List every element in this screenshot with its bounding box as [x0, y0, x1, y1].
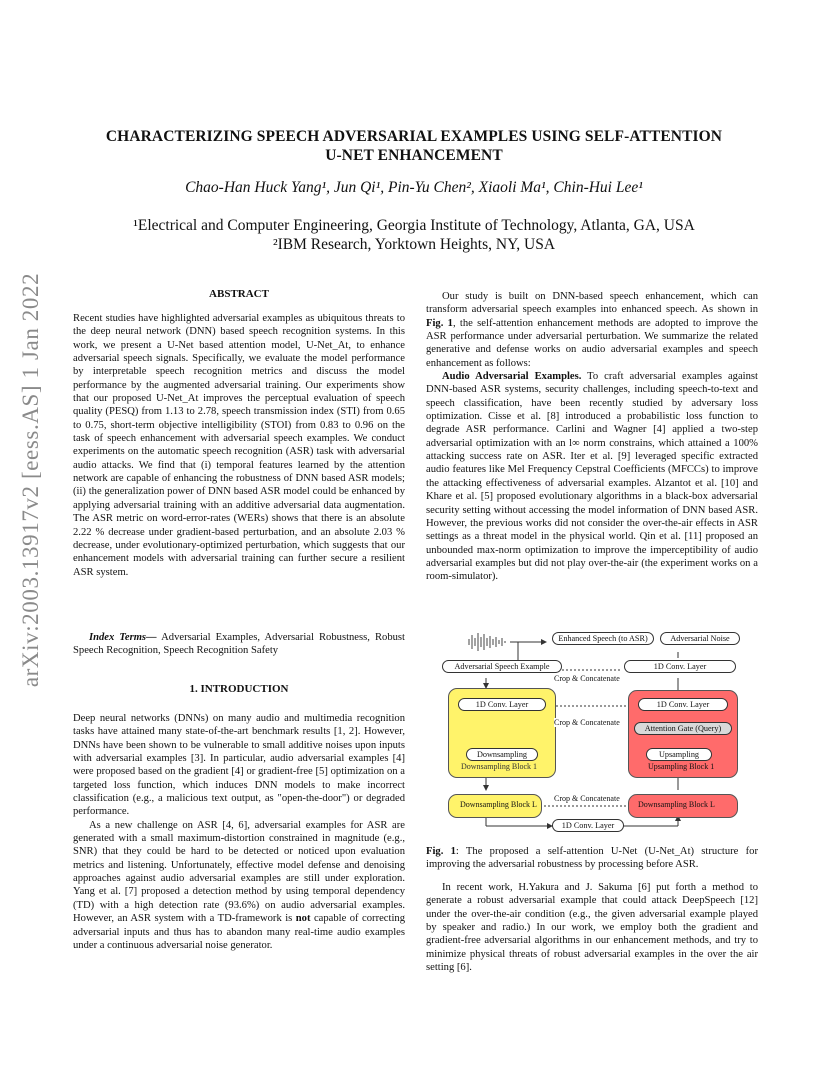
enhanced-speech-node: Enhanced Speech (to ASR) [552, 632, 654, 645]
arxiv-sidebar [6, 272, 56, 688]
index-terms-label: Index Terms— [89, 632, 157, 643]
title-line-1: CHARACTERIZING SPEECH ADVERSARIAL EXAMPLES USING SELF-ATTENTION [105, 128, 723, 145]
fig-caption-text: : The proposed a self-attention U-Net (U-Net_At) structure for improving the adversarial robustness by processing before ASR. [426, 846, 758, 871]
right-paragraph-2 [426, 370, 758, 584]
audio-adv-text: To craft adversarial examples against DNN-based ASR systems, security challenges, including speech-to-text and speech classification, have been recently studied by adversary loss optimization. Cisse et al. [8] introduced a probabilistic loss function to degrade ASR performance. Carlini and Wagner [4] applied a two-step adversarial optimization with an l∞ norm constrains, which attained a 100% attacking success rate on ASR. Iter et al. [9] leveraged specific extracted audio features like Mel Frequency Cepstral Coefficients (MFCCs) to improve the attacking effectiveness of adversarial examples. Alzantot et al. [10] and Khare et al. [5] proposed evolutionary algorithms in a black-box adversarial security setting without accessing the model information of DNN based ASR. However, the previous works did not consider the over-the-air effects in ASR settings as a threat model in the physical world. Qin et al. [11] proposed an unbounded max-norm optimization to improve the imperceptibility of audio adversarial examples but did not play over-the-air (the experiment works on a room-simulator). [426, 371, 758, 583]
crop-concat-label-3: Crop & Concatenate [554, 794, 620, 803]
crop-concat-label-1: Crop & Concatenate [554, 674, 620, 683]
arxiv-identifier: arXiv:2003.13917v2 [eess.AS] 1 Jan 2022 [18, 272, 43, 688]
abstract-text: Recent studies have highlighted adversarial examples as ubiquitous threats to the deep neural network (DNN) based speech recognition systems. In this work, we present a U-Net based attention model, U-Net_At, to enhance adversarial speech signals. Specifically, we evaluate the model performance by interpretable speech recognition metrics and discuss the model performance by the augmented adversarial training. Our experiments show that our proposed U-Net_At improves the perceptual evaluation of speech quality (PESQ) from 1.13 to 2.78, speech transmission index (STI) from 0.65 to 0.75, short-term objective intelligibility (STOI) from 0.83 to 0.96 on the task of speech enhancement with adversarial speech examples. We conduct experiments on the automatic speech recognition (ASR) task with adversarial audio attacks. We find that (i) temporal features learned by the attention network are capable of enhancing the robustness of DNN based ASR models; (ii) the generalization power of DNN based ASR model could be enhanced by applying adversarial training with an additive adversarial data augmentation. The ASR metric on word-error-rates (WERs) shows that there is an absolute 2.22 % decrease under gradient-based perturbation, and an absolute 2.03 % decrease, under evolutionary-optimized perturbation, which suggests that our enhancement models with adversarial training can further secure a resilient ASR system. [73, 313, 405, 578]
waveform-icon [466, 633, 505, 651]
conv-layer-left: 1D Conv. Layer [458, 698, 546, 711]
right-p1-part-a: Our study is built on DNN-based speech enhancement, which can transform adversarial speech examples into enhanced speech. As shown in [426, 291, 758, 316]
authors: Chao-Han Huck Yang¹, Jun Qi¹, Pin-Yu Chen², Xiaoli Ma¹, Chin-Hui Lee¹ [185, 179, 643, 196]
right-paragraph-3: In recent work, H.Yakura and J. Sakuma [6] put forth a method to generate a robust adversarial example that could attack DeepSpeech [12] under the over-the-air condition (e.g., the given adversarial example played by speaker and radio.) In our work, we employ both the gradient and gradient-free adversarial algorithms in our enhancement methods, and try to minimize physical threats of robust adversarial examples in the over the air setting [6]. [426, 882, 758, 974]
downsampling-block-1-label: Downsampling Block 1 [461, 762, 537, 771]
intro-p2-bold: not [295, 913, 311, 925]
intro-p2-part-b: capable of correcting adversarial inputs and thus has to abandon many real-time audio examples under a continuous adversarial noise generator. [73, 913, 405, 951]
intro-body [73, 712, 405, 952]
affiliations [60, 216, 768, 254]
downsampling-block-L-right: Downsampling Block L [638, 800, 715, 809]
upsampling-node: Upsampling [646, 748, 712, 761]
right-p1-part-b: , the self-attention enhancement methods are adopted to improve the ASR performance under adversarial perturbation. We summarize the related generative and defense works on audio adversarial examples and speech enhancement as follows: [426, 317, 758, 369]
abstract-body [73, 312, 405, 579]
intro-heading-wrap [73, 683, 405, 696]
adversarial-speech-node: Adversarial Speech Example [442, 660, 562, 673]
index-terms-text: Adversarial Examples, Adversarial Robustness, Robust Speech Recognition, Speech Recognition Safety [73, 632, 405, 657]
adversarial-noise-node: Adversarial Noise [660, 632, 740, 645]
affiliation-1: ¹Electrical and Computer Engineering, Georgia Institute of Technology, Atlanta, GA, USA [133, 217, 695, 234]
audio-adv-heading: Audio Adversarial Examples. [442, 371, 582, 383]
fig-label: Fig. 1 [426, 846, 456, 857]
conv-layer-right: 1D Conv. Layer [638, 698, 728, 711]
figure-caption [426, 845, 758, 872]
downsampling-node: Downsampling [466, 748, 538, 761]
unet-diagram [426, 630, 758, 840]
right-column-bottom [426, 881, 758, 974]
downsampling-block-L-left: Downsampling Block L [460, 800, 537, 809]
fig-reference: Fig. 1 [426, 317, 453, 329]
upsampling-block-1-label: Upsampling Block 1 [648, 762, 715, 771]
paper-title [60, 127, 768, 165]
index-terms [73, 631, 405, 658]
attention-gate-node: Attention Gate (Query) [634, 722, 732, 735]
intro-paragraph-1: Deep neural networks (DNNs) on many audio and multimedia recognition tasks have attained many state-of-the-art benchmark results [1, 2]. However, DNNs have been shown to be vulnerable to small additive noises upon inputs with adversarial examples [3]. In particular, audio adversarial examples [4] were proposed based on the gradient [4] or gradient-free [5] optimization on a targeted loss function, which induces DNN models to make incorrect classification (e.g., a malicious text output, as "open-the-door") or degraded performance. [73, 713, 405, 818]
conv-layer-top-right: 1D Conv. Layer [624, 660, 736, 673]
intro-heading: 1. INTRODUCTION [189, 683, 289, 695]
intro-paragraph-2 [73, 819, 405, 952]
intro-p2-part-a: As a new challenge on ASR [4, 6], adversarial examples for ASR are generated with a small maximum-distortion constrained in magnitude (e.g., SNR) that they could be hard to be detected or noticed upon evaluation metrics and listening. Unfortunately, effective model defense and denoising approaches against audio adversarial examples are still under exploration. Yang et al. [7] proposed a detection method by using temporal dependency (TD) with a high detection rate (93.6%) on audio adversarial examples. However, an ASR system with a TD-framework is [73, 819, 405, 925]
conv-layer-bottom: 1D Conv. Layer [552, 819, 624, 832]
abstract-heading: ABSTRACT [209, 288, 269, 300]
crop-concat-label-2: Crop & Concatenate [554, 718, 620, 727]
right-paragraph-1 [426, 290, 758, 370]
title-line-2: U-NET ENHANCEMENT [325, 147, 503, 164]
right-column-text [426, 290, 758, 584]
abstract-heading-wrap [73, 288, 405, 301]
affiliation-2: ²IBM Research, Yorktown Heights, NY, USA [272, 236, 556, 253]
